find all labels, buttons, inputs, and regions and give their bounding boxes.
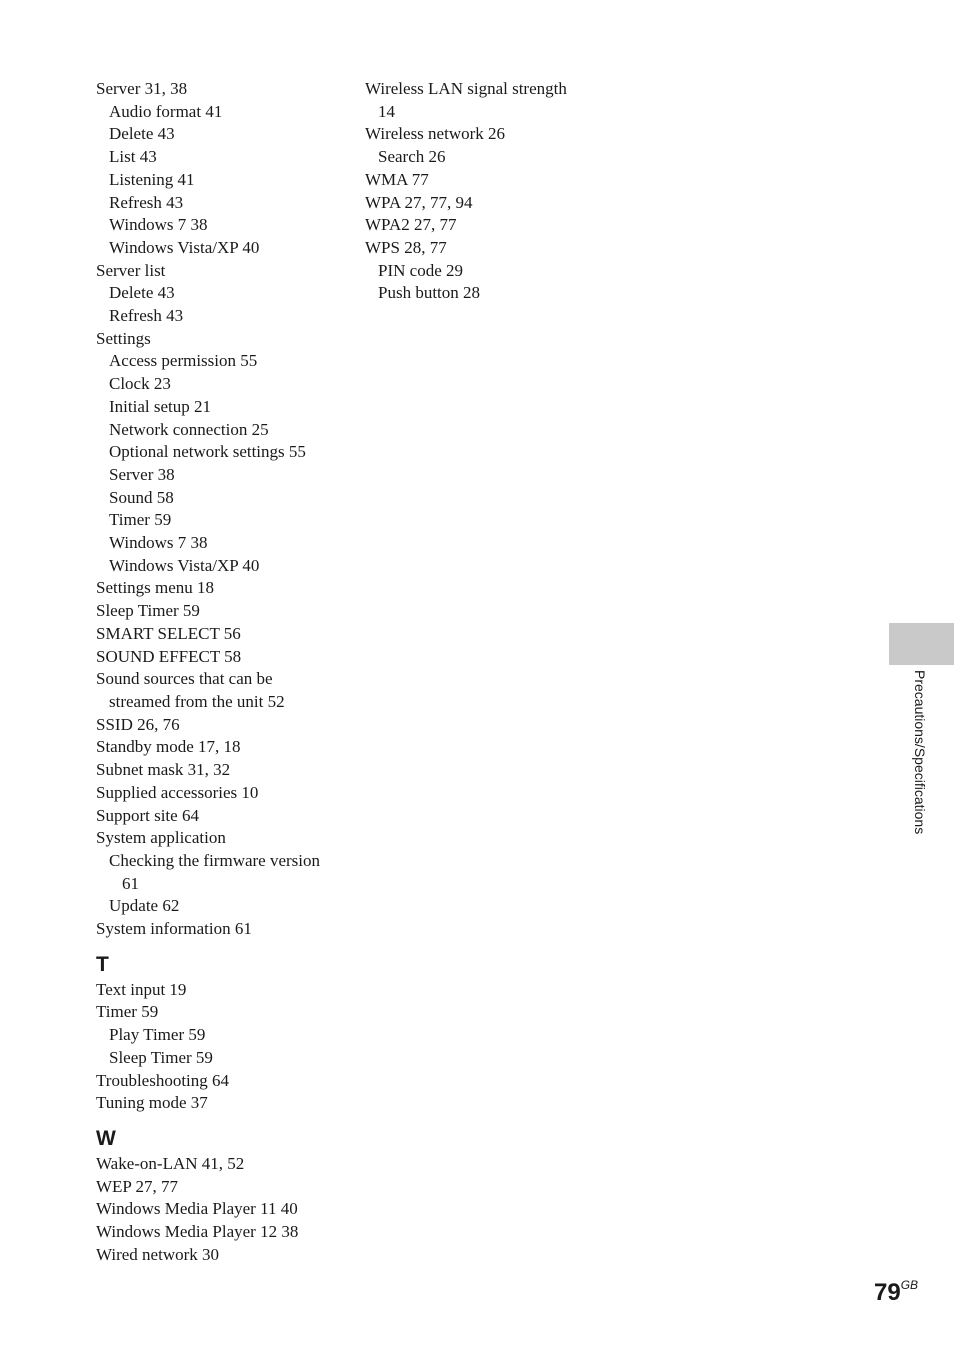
- index-entry: WMA 77: [365, 169, 429, 189]
- index-entry: Wireless LAN signal strength: [365, 79, 567, 98]
- index-subentry: Delete 43: [109, 283, 175, 303]
- index-subentry: PIN code 29: [378, 260, 463, 280]
- index-entry: Timer 59: [96, 1002, 159, 1022]
- index-subentry: Refresh 43: [109, 192, 184, 212]
- index-entry: Supplied accessories 10: [96, 782, 259, 802]
- index-entry: Subnet mask 31, 32: [96, 760, 231, 780]
- index-entry: System application: [96, 828, 226, 848]
- index-subentry: Play Timer 59: [109, 1025, 206, 1045]
- index-column-1: [96, 78, 346, 1266]
- index-entry: Tuning mode 37: [96, 1093, 208, 1113]
- index-subentry: Windows Vista/XP 40: [109, 555, 260, 575]
- index-subentry: Checking the firmware version: [109, 850, 321, 870]
- index-subentry: Sound 58: [109, 487, 174, 507]
- index-entry: Sound sources that can be: [96, 669, 273, 689]
- index-entry: Windows Media Player 11 40: [96, 1199, 298, 1219]
- index-entry: WPS 28, 77: [365, 237, 447, 257]
- index-entry: SMART SELECT 56: [96, 623, 241, 643]
- index-entry: Wireless network 26: [365, 124, 506, 144]
- index-subentry: Sleep Timer 59: [109, 1047, 213, 1067]
- index-subentry: Server 38: [109, 464, 175, 484]
- index-subentry: Delete 43: [109, 124, 175, 144]
- index-subentry: Push button 28: [378, 283, 481, 303]
- index-subentry: Windows 7 38: [109, 533, 208, 553]
- page-number: [874, 1279, 918, 1305]
- index-subentry: Network connection 25: [109, 419, 269, 439]
- index-entry: Support site 64: [96, 805, 199, 825]
- index-entry: Standby mode 17, 18: [96, 737, 241, 757]
- page-number-suffix: GB: [900, 1278, 919, 1292]
- index-subentry: Refresh 43: [109, 306, 184, 326]
- index-section-letter: T: [96, 952, 109, 976]
- index-subentry: Windows Vista/XP 40: [109, 237, 260, 257]
- index-entry: Server list: [96, 260, 166, 280]
- index-subentry: Access permission 55: [109, 351, 258, 371]
- page-number-value: 79: [874, 1279, 901, 1306]
- index-subentry: Windows 7 38: [109, 215, 208, 235]
- index-subentry: List 43: [109, 147, 157, 167]
- index-entry: Windows Media Player 12 38: [96, 1222, 299, 1242]
- index-entry: Text input 19: [96, 979, 187, 999]
- index-entry: Wake-on-LAN 41, 52: [96, 1153, 245, 1173]
- index-entry: Troubleshooting 64: [96, 1070, 230, 1090]
- index-subentry: Audio format 41: [109, 101, 223, 121]
- index-entry: WPA2 27, 77: [365, 215, 457, 235]
- index-entry: Server 31, 38: [96, 79, 188, 98]
- section-tab: [889, 623, 954, 665]
- index-entry: WPA 27, 77, 94: [365, 192, 473, 212]
- index-entry: Wired network 30: [96, 1244, 220, 1264]
- index-entry: SOUND EFFECT 58: [96, 646, 242, 666]
- index-subentry: Listening 41: [109, 169, 195, 189]
- index-subentry: 14: [378, 101, 395, 121]
- index-entry: Sleep Timer 59: [96, 601, 200, 621]
- index-subentry: Timer 59: [109, 510, 172, 530]
- index-subentry: Initial setup 21: [109, 396, 211, 416]
- index-subentry: streamed from the unit 52: [109, 691, 285, 711]
- index-subentry: Optional network settings 55: [109, 442, 306, 462]
- index-subentry: 61: [122, 873, 139, 893]
- index-entry: Settings menu 18: [96, 578, 215, 598]
- index-subentry: Clock 23: [109, 374, 171, 394]
- index-section-letter: W: [96, 1126, 116, 1150]
- index-entry: Settings: [96, 328, 151, 348]
- index-subentry: Update 62: [109, 896, 180, 916]
- section-tab-label: Precautions/Specifications: [912, 670, 928, 835]
- index-entry: SSID 26, 76: [96, 714, 180, 734]
- index-entry: WEP 27, 77: [96, 1176, 179, 1196]
- index-entry: System information 61: [96, 919, 252, 939]
- index-column-2: [365, 78, 625, 305]
- index-subentry: Search 26: [378, 147, 446, 167]
